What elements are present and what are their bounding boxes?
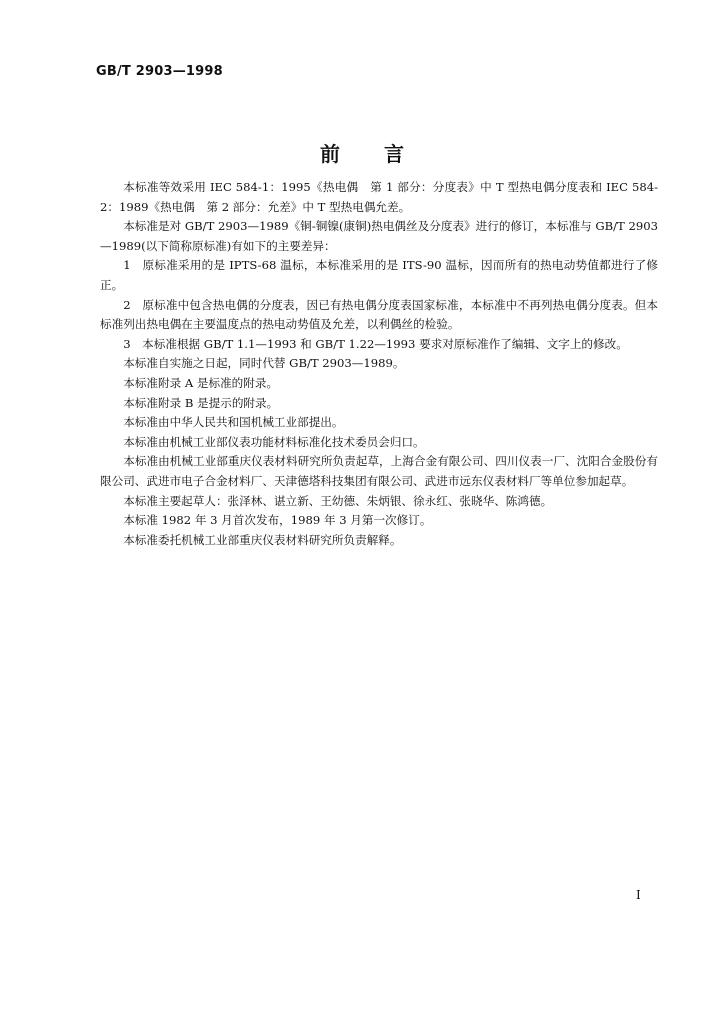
paragraph: 本标准委托机械工业部重庆仪表材料研究所负责解释。: [123, 532, 402, 547]
paragraph: 3 本标准根据 GB/T 1.1—1993 和 GB/T 1.22—1993 要求对原标准作了编辑、文字上的修改。: [123, 336, 628, 351]
paragraph: 本标准是对 GB/T 2903—1989《铜-铜镍(康铜)热电偶丝及分度表》进行的修订，本标准与 GB/T 2903—1989(以下简称原标准)有如下的主要差异：: [100, 219, 658, 253]
paragraph: 1 原标准采用的是 IPTS-68 温标，本标准采用的是 ITS-90 温标，因而所有的热电动势值都进行了修正。: [100, 258, 658, 292]
paragraph: 本标准由机械工业部重庆仪表材料研究所负责起草，上海合金有限公司、四川仪表一厂、沈阳合金股份有限公司、武进市电子合金材料厂、天津德塔科技集团有限公司、武进市远东仪表材料厂等单位参加起草。: [100, 454, 658, 488]
standard-number: GB/T 2903—1998: [96, 64, 223, 79]
paragraph: 本标准附录 B 是提示的附录。: [123, 395, 279, 410]
page-title: 前言: [320, 142, 448, 166]
paragraph: 本标准主要起草人：张泽林、谌立新、王幼德、朱炳银、徐永红、张晓华、陈鸿德。: [123, 493, 553, 508]
paragraph: 本标准等效采用 IEC 584-1：1995《热电偶 第 1 部分：分度表》中 T 型热电偶分度表和 IEC 584-2：1989《热电偶 第 2 部分：允差》中 T 型热电偶允差。: [100, 180, 658, 214]
paragraph: 本标准自实施之日起，同时代替 GB/T 2903—1989。: [123, 356, 405, 371]
paragraph: 本标准由机械工业部仪表功能材料标准化技术委员会归口。: [123, 434, 425, 449]
paragraph: 本标准 1982 年 3 月首次发布，1989 年 3 月第一次修订。: [123, 513, 432, 528]
foreword-body: [100, 178, 658, 550]
paragraph: 2 原标准中包含热电偶的分度表，因已有热电偶分度表国家标准，本标准中不再列热电偶分度表。但本标准列出热电偶在主要温度点的热电动势值及允差，以利偶丝的检验。: [100, 297, 658, 332]
paragraph: 本标准附录 A 是标准的附录。: [123, 375, 279, 390]
page-number: I: [636, 888, 641, 902]
paragraph: 本标准由中华人民共和国机械工业部提出。: [123, 415, 344, 430]
